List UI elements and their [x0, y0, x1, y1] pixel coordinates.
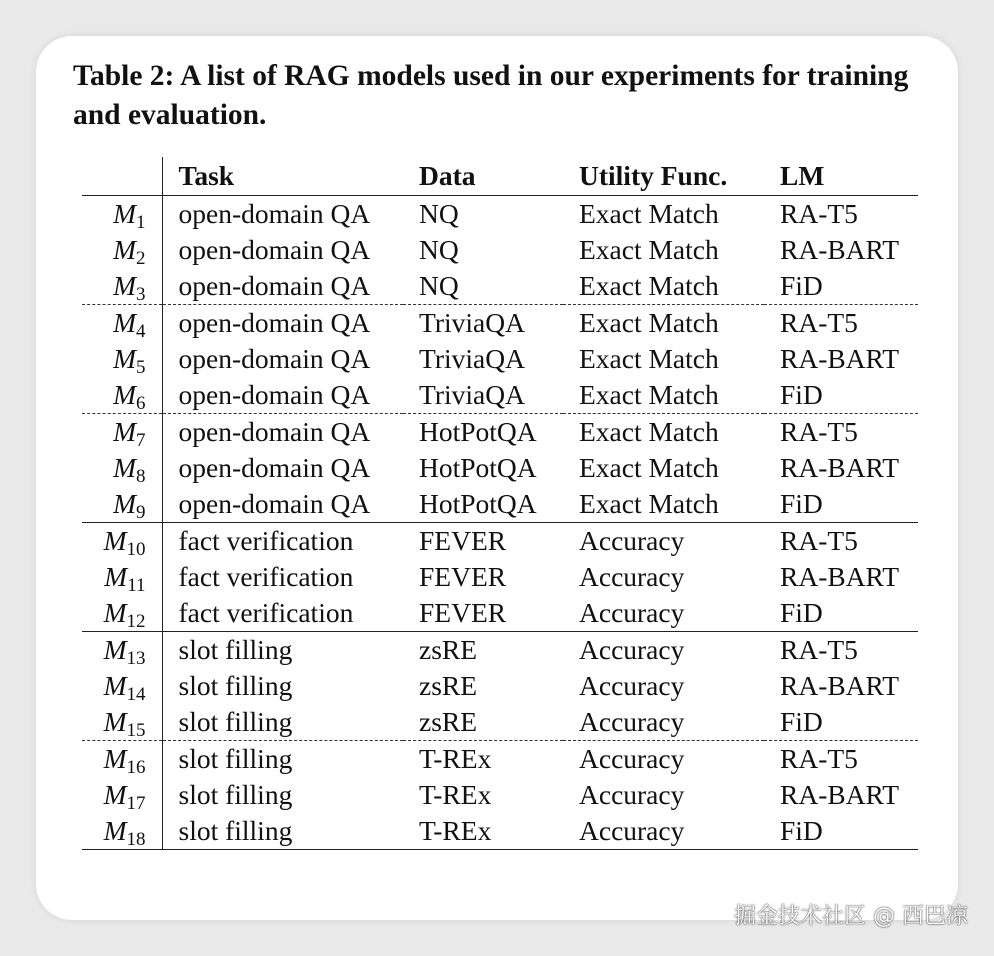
table-row	[82, 668, 918, 704]
data-cell: NQ	[419, 198, 459, 229]
header-model	[82, 157, 162, 196]
task-cell: slot filling	[162, 741, 403, 778]
model-cell: $M_{15}$	[82, 704, 162, 741]
table-row	[82, 341, 918, 377]
lm-cell: FiD	[764, 813, 918, 850]
table-row	[82, 777, 918, 813]
lm-cell: RA-BART	[780, 234, 900, 265]
table-row	[82, 595, 918, 632]
data-cell: HotPotQA	[419, 452, 537, 483]
lm-cell: RA-BART	[780, 452, 900, 483]
model-cell: $M_{16}$	[82, 741, 162, 778]
utility-cell: Exact Match	[563, 305, 764, 342]
model-cell: $M_5$	[82, 341, 162, 377]
task-cell: fact verification	[162, 523, 403, 560]
lm-cell: RA-T5	[764, 305, 918, 342]
table-row	[82, 632, 918, 669]
table-row	[82, 414, 918, 451]
data-cell: HotPotQA	[419, 488, 537, 519]
table-row	[82, 196, 918, 233]
task-cell: fact verification	[178, 561, 354, 592]
data-cell: NQ	[419, 234, 459, 265]
model-cell: $M_{12}$	[82, 595, 162, 632]
utility-cell: Accuracy	[563, 523, 764, 560]
utility-cell: Exact Match	[579, 488, 719, 519]
data-cell: zsRE	[419, 706, 478, 737]
model-cell: $M_{18}$	[82, 813, 162, 850]
lm-cell: FiD	[780, 597, 823, 628]
utility-cell: Exact Match	[579, 452, 719, 483]
model-cell: $M_{10}$	[82, 523, 162, 560]
utility-cell: Accuracy	[563, 813, 764, 850]
lm-cell: FiD	[780, 379, 823, 410]
table-row	[82, 305, 918, 342]
task-cell: fact verification	[178, 597, 354, 628]
task-cell: open-domain QA	[162, 414, 403, 451]
model-cell: $M_2$	[82, 232, 162, 268]
model-cell: $M_7$	[82, 414, 162, 451]
model-cell: $M_3$	[82, 268, 162, 305]
model-cell: $M_8$	[82, 450, 162, 486]
lm-cell: RA-T5	[780, 198, 858, 229]
data-cell: FEVER	[419, 597, 507, 628]
task-cell: open-domain QA	[178, 270, 371, 301]
lm-cell: RA-BART	[780, 343, 900, 374]
utility-cell: Accuracy	[579, 670, 685, 701]
model-cell: $M_{17}$	[82, 777, 162, 813]
model-cell: $M_9$	[82, 486, 162, 523]
data-cell: TriviaQA	[419, 379, 525, 410]
table-row	[82, 741, 918, 778]
table-row	[82, 232, 918, 268]
model-cell: $M_{13}$	[82, 632, 162, 669]
utility-cell: Exact Match	[579, 379, 719, 410]
data-cell: T-REx	[403, 741, 563, 778]
utility-cell: Accuracy	[579, 597, 685, 628]
model-cell: $M_{14}$	[82, 668, 162, 704]
task-cell: open-domain QA	[178, 452, 371, 483]
utility-cell: Accuracy	[579, 561, 685, 592]
utility-cell: Accuracy	[563, 632, 764, 669]
model-cell: $M_4$	[82, 305, 162, 342]
header-task: Task	[162, 157, 403, 196]
task-cell: open-domain QA	[162, 305, 403, 342]
task-cell: open-domain QA	[178, 343, 371, 374]
lm-cell: RA-BART	[780, 670, 900, 701]
lm-cell: FiD	[780, 270, 823, 301]
header-data: Data	[403, 157, 563, 196]
task-cell: open-domain QA	[178, 198, 371, 229]
utility-cell: Exact Match	[579, 270, 719, 301]
data-cell: HotPotQA	[403, 414, 563, 451]
table-row	[82, 704, 918, 741]
utility-cell: Exact Match	[563, 414, 764, 451]
table-header-row	[82, 157, 918, 196]
data-cell: FEVER	[403, 523, 563, 560]
utility-cell: Accuracy	[579, 779, 685, 810]
lm-cell: RA-BART	[780, 779, 900, 810]
utility-cell: Exact Match	[579, 234, 719, 265]
lm-cell: RA-T5	[764, 632, 918, 669]
model-cell: $M_6$	[82, 377, 162, 414]
rag-models-table	[82, 157, 918, 850]
lm-cell: FiD	[780, 706, 823, 737]
source-watermark: 掘金技术社区 @ 西巴凉	[734, 904, 968, 929]
data-cell: TriviaQA	[419, 343, 525, 374]
utility-cell: Accuracy	[579, 706, 685, 737]
task-cell: open-domain QA	[178, 488, 371, 519]
task-cell: open-domain QA	[178, 234, 371, 265]
lm-cell: RA-T5	[764, 741, 918, 778]
table-row	[82, 523, 918, 560]
table-row	[82, 559, 918, 595]
task-cell: slot filling	[178, 670, 293, 701]
lm-cell: RA-T5	[764, 414, 918, 451]
lm-cell: FiD	[780, 488, 823, 519]
table-row	[82, 486, 918, 523]
data-cell: T-REx	[403, 813, 563, 850]
data-cell: T-REx	[419, 779, 492, 810]
lm-cell: RA-T5	[764, 523, 918, 560]
task-cell: open-domain QA	[178, 379, 371, 410]
data-cell: TriviaQA	[403, 305, 563, 342]
model-cell: $M_{11}$	[82, 559, 162, 595]
data-cell: NQ	[419, 270, 459, 301]
data-cell: FEVER	[419, 561, 507, 592]
data-cell: zsRE	[419, 670, 478, 701]
task-cell: slot filling	[162, 632, 403, 669]
task-cell: slot filling	[178, 779, 293, 810]
data-cell: zsRE	[403, 632, 563, 669]
utility-cell: Exact Match	[579, 198, 719, 229]
table-row	[82, 377, 918, 414]
task-cell: slot filling	[162, 813, 403, 850]
utility-cell: Exact Match	[579, 343, 719, 374]
model-cell: $M_1$	[82, 196, 162, 233]
header-lm: LM	[764, 157, 918, 196]
table-row	[82, 268, 918, 305]
table-row	[82, 450, 918, 486]
task-cell: slot filling	[178, 706, 293, 737]
header-utility: Utility Func.	[563, 157, 764, 196]
table-row	[82, 813, 918, 850]
utility-cell: Accuracy	[563, 741, 764, 778]
lm-cell: RA-BART	[780, 561, 900, 592]
table-caption: Table 2: A list of RAG models used in our experiments for training and evaluation.	[73, 60, 909, 131]
